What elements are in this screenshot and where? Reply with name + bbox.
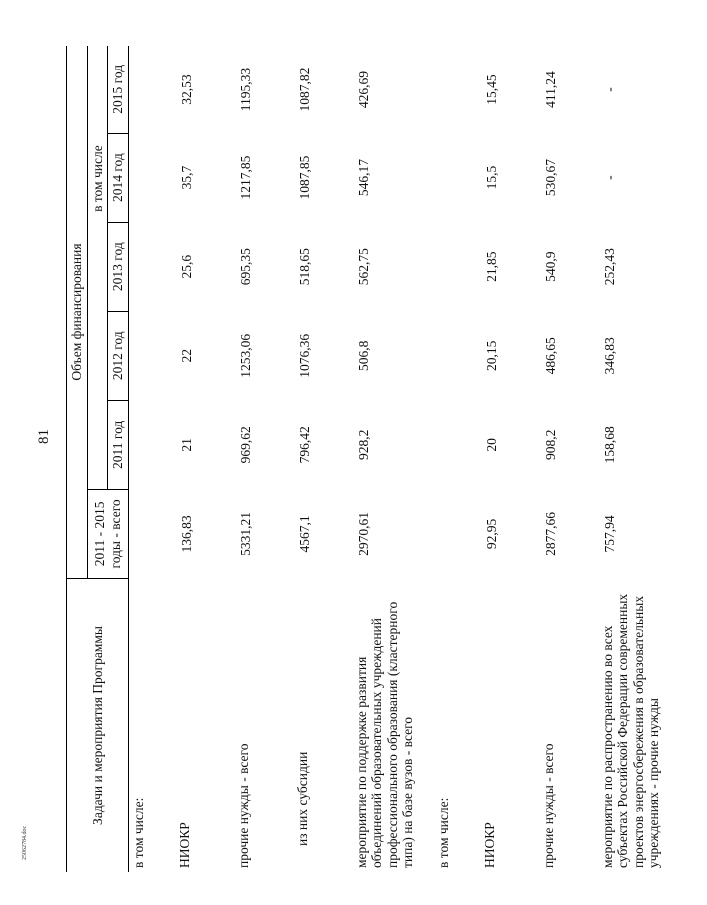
row-name: в том числе: (435, 797, 451, 868)
row-name: НИОКР (176, 822, 192, 868)
cell-2013: 540,9 (542, 251, 558, 282)
header-total: 2011 - 2015 годы - всего (87, 489, 128, 578)
cell-2011: 20 (483, 438, 499, 452)
cell-2015 (434, 46, 470, 133)
cell-2014 (434, 133, 470, 222)
cell-2012: 1076,36 (296, 333, 312, 378)
cell-2015 (128, 46, 165, 133)
cell-2015: 1195,33 (237, 67, 253, 112)
cell-2013 (434, 222, 470, 311)
cell-2013 (128, 222, 165, 311)
cell-2014: - (601, 175, 617, 180)
cell-2014: 546,17 (355, 159, 371, 197)
cell-2012 (434, 311, 470, 400)
cell-2013: 518,65 (296, 248, 312, 286)
table-row (165, 46, 224, 872)
table-row (224, 46, 283, 872)
cell-2011: 928,2 (355, 429, 371, 461)
table-row (470, 46, 529, 872)
cell-2013: 695,35 (237, 248, 253, 286)
cell-2011: 969,62 (237, 426, 253, 464)
row-name: прочие нужды - всего (540, 743, 556, 868)
header-year-2012: 2012 год (108, 311, 129, 400)
row-name: прочие нужды - всего (235, 743, 251, 868)
header-year-2011: 2011 год (108, 400, 129, 489)
cell-2015: 32,53 (178, 74, 194, 105)
cell-total: 757,94 (601, 515, 617, 553)
cell-2014: 15,5 (483, 165, 499, 190)
page-number: 81 (36, 429, 52, 444)
cell-2014: 1217,85 (237, 155, 253, 200)
cell-total: 2877,66 (542, 511, 558, 556)
table-row (588, 46, 707, 872)
cell-2011: 796,42 (296, 426, 312, 464)
header-volume: Объем финансирования (67, 46, 88, 578)
cell-2011: 21 (178, 438, 194, 452)
cell-2014: 1087,85 (296, 155, 312, 200)
row-name: из них субсидии (294, 751, 310, 846)
cell-2012: 346,83 (601, 337, 617, 375)
cell-2015: 15,45 (483, 74, 499, 105)
cell-2012: 22 (178, 349, 194, 363)
cell-2012: 506,8 (355, 340, 371, 371)
cell-total: 2970,61 (355, 511, 371, 556)
cell-2015: 426,69 (355, 70, 371, 109)
funding-table (66, 46, 707, 872)
header-year-2015: 2015 год (108, 46, 129, 133)
cell-2012: 1253,06 (237, 333, 253, 378)
cell-2012: 486,65 (542, 337, 558, 375)
header-year-2014: 2014 год (108, 133, 129, 222)
cell-total: 92,95 (483, 518, 499, 550)
header-year-2013: 2013 год (108, 222, 129, 311)
cell-2014: 35,7 (178, 165, 194, 190)
cell-total: 5331,21 (237, 511, 253, 556)
table-row (434, 46, 470, 872)
cell-2013: 25,6 (178, 254, 194, 279)
cell-2011: 908,2 (542, 429, 558, 461)
cell-2013: 562,75 (355, 248, 371, 286)
cell-2012 (128, 311, 165, 400)
cell-total: 4567,1 (296, 515, 312, 553)
header-tasks: Задачи и мероприятия Программы (67, 578, 129, 872)
cell-2015: 1087,82 (296, 67, 312, 112)
row-name: мероприятие по распространению во всех субъектах Российской Федерации современных проектов энергосбережения в образовательных учреждениях - прочие нужды (599, 593, 662, 868)
cell-total: 136,83 (178, 515, 194, 553)
row-name: в том числе: (130, 797, 146, 868)
cell-2011: 158,68 (601, 426, 617, 464)
row-name: НИОКР (481, 822, 497, 868)
cell-2014: 530,67 (542, 159, 558, 197)
cell-total (128, 489, 165, 578)
cell-2011 (434, 400, 470, 489)
cell-2013: 21,85 (483, 251, 499, 282)
header-including: в том числе (87, 46, 108, 311)
cell-2014 (128, 133, 165, 222)
table-row (342, 46, 434, 872)
footer-doc-code: 25062784.doc (22, 825, 28, 860)
cell-2013: 252,43 (601, 248, 617, 286)
cell-2012: 20,15 (483, 340, 499, 371)
cell-2011 (128, 400, 165, 489)
cell-2015: - (601, 87, 617, 92)
cell-total (434, 489, 470, 578)
row-name: мероприятие по поддержке развития объединений образовательных учреждений профессионального образования (кластерного типа) на базе вузов - всего (353, 601, 416, 868)
table-row (283, 46, 342, 872)
table-row (529, 46, 588, 872)
rotated-table-container (66, 46, 662, 872)
cell-2015: 411,24 (542, 71, 558, 108)
table-row (128, 46, 165, 872)
